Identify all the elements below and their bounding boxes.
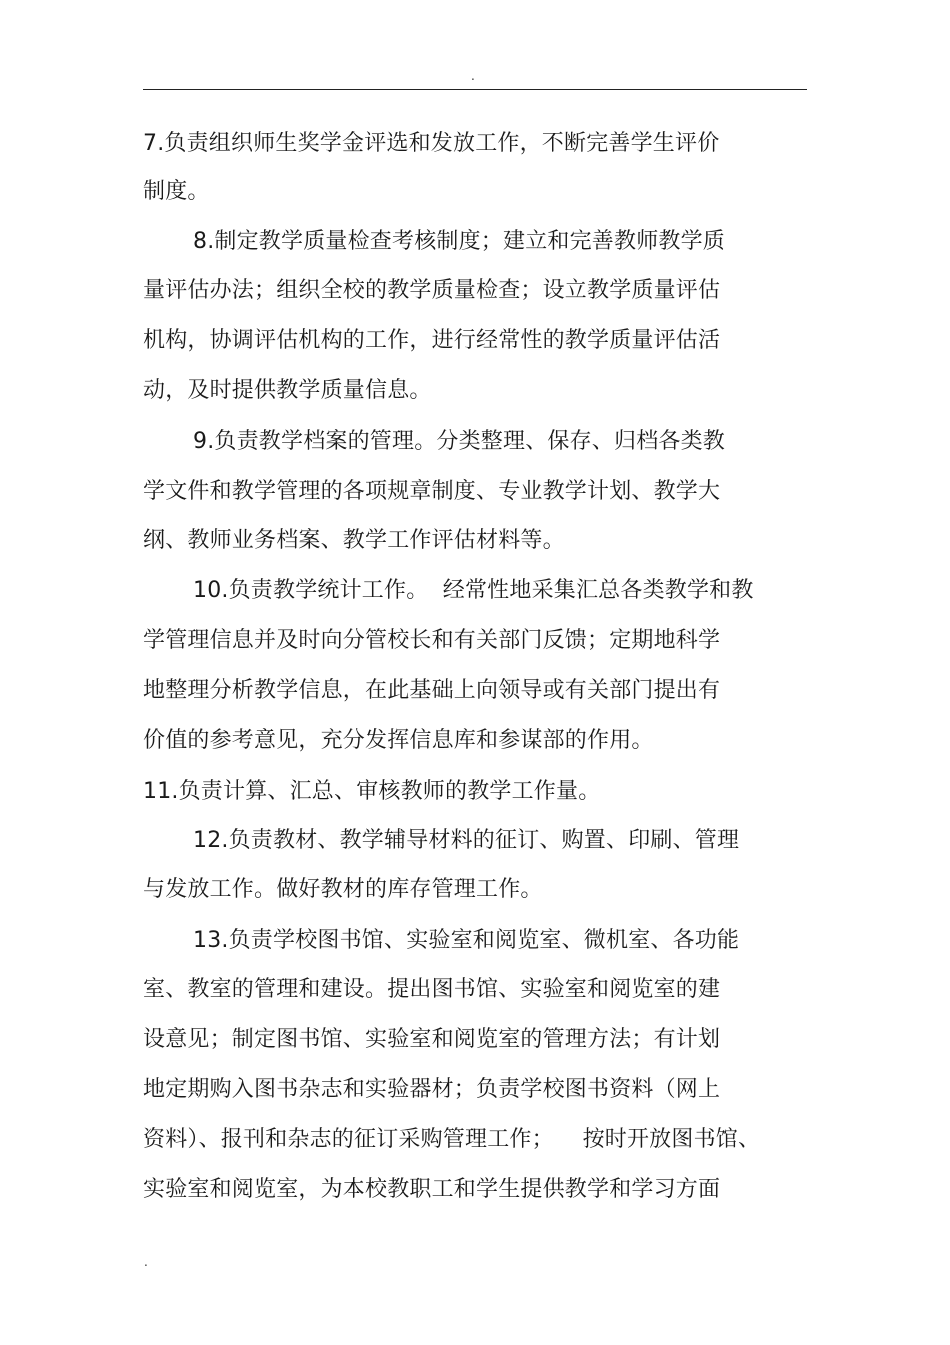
text-line: 8.制定教学质量检查考核制度；建立和完善教师教学质 [193, 229, 725, 254]
text-line: 机构，协调评估机构的工作，进行经常性的教学质量评估活 [143, 328, 721, 353]
text-line: 地定期购入图书杂志和实验器材；负责学校图书资料（网上 [143, 1077, 721, 1102]
text-line: 资料）、报刊和杂志的征订采购管理工作； 按时开放图书馆、 [143, 1127, 761, 1152]
text-line: 室、教室的管理和建设。提出图书馆、实验室和阅览室的建 [143, 977, 721, 1002]
text-line: 纲、教师业务档案、教学工作评估材料等。 [143, 528, 565, 553]
text-line: 设意见；制定图书馆、实验室和阅览室的管理方法；有计划 [143, 1027, 721, 1052]
header-rule [143, 89, 807, 90]
text-line: 制度。 [143, 179, 210, 204]
text-line: 价值的参考意见，充分发挥信息库和参谋部的作用。 [143, 728, 654, 753]
text-line: 实验室和阅览室，为本校教职工和学生提供教学和学习方面 [143, 1177, 721, 1202]
text-line: 13.负责学校图书馆、实验室和阅览室、微机室、各功能 [193, 928, 740, 953]
text-line: 9.负责教学档案的管理。分类整理、保存、归档各类教 [193, 429, 725, 454]
text-line: 12.负责教材、教学辅导材料的征订、购置、印刷、管理 [193, 828, 740, 853]
text-line: 地整理分析教学信息，在此基础上向领导或有关部门提出有 [143, 678, 721, 703]
footer-mark: . [144, 1255, 148, 1269]
text-line: 学管理信息并及时向分管校长和有关部门反馈；定期地科学 [143, 628, 721, 653]
text-line: 与发放工作。做好教材的库存管理工作。 [143, 877, 543, 902]
text-line: 量评估办法；组织全校的教学质量检查；设立教学质量评估 [143, 278, 721, 303]
text-line: 10.负责教学统计工作。 经常性地采集汇总各类教学和教 [193, 578, 754, 603]
text-line: 学文件和教学管理的各项规章制度、专业教学计划、教学大 [143, 479, 721, 504]
text-line: 动，及时提供教学质量信息。 [143, 378, 432, 403]
header-mark: . [471, 69, 475, 83]
text-line: 7.负责组织师生奖学金评选和发放工作，不断完善学生评价 [143, 131, 720, 156]
text-line: 11.负责计算、汇总、审核教师的教学工作量。 [143, 779, 601, 804]
